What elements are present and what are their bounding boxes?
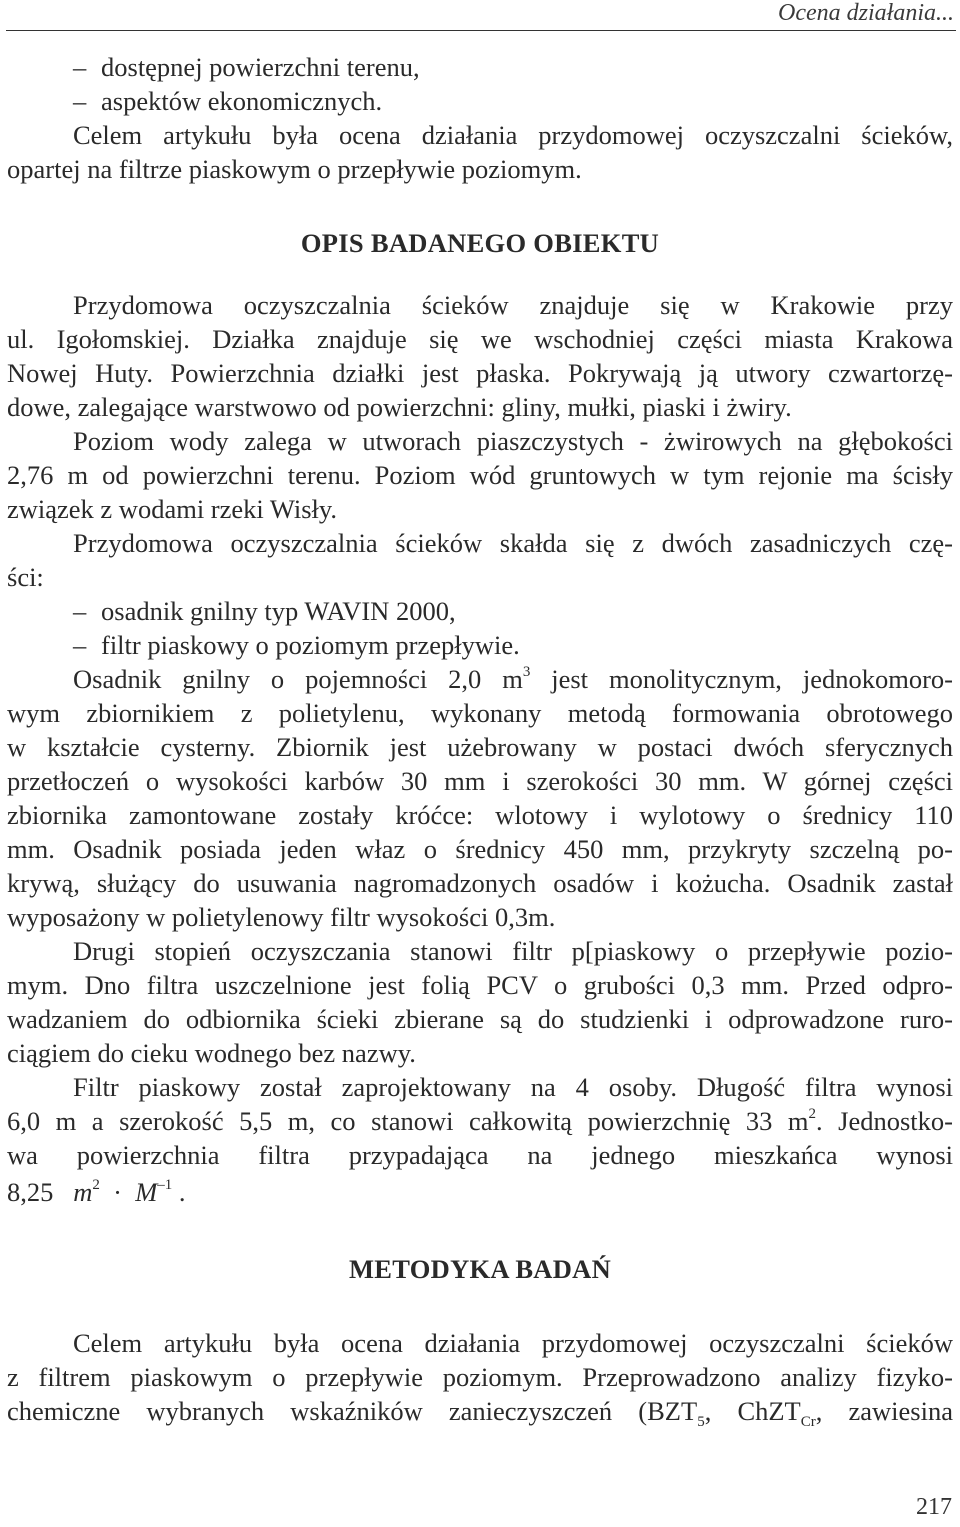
paragraph-line: przetłoczeń o wysokości karbów 30 mm i szerokości 30 mm. W górnej części (7, 766, 953, 796)
list-item: – filtr piaskowy o poziomym przepływie. (73, 630, 520, 660)
formula-line: 8,25 $m^2 \cdot M^{-1}$ . (7, 1177, 186, 1207)
paragraph-line: wyposażony w polietylenowy filtr wysokości 0,3m. (7, 902, 556, 932)
paragraph-line: dowe, zalegające warstwowo od powierzchni: gliny, mułki, piaski i żwiry. (7, 392, 792, 422)
section-heading: METODYKA BADAŃ (348, 1254, 612, 1284)
paragraph-line: krywą, służący do usuwania nagromadzonych osadów i kożucha. Osadnik zastał (7, 868, 953, 898)
paragraph-line: Nowej Huty. Powierzchnia działki jest płaska. Pokrywają ją utwory czwartorzę- (7, 358, 953, 388)
page-body (7, 50, 953, 1428)
paragraph-line: Celem artykułu była ocena działania przydomowej oczyszczalni ścieków, (73, 120, 953, 150)
page-number: 217 (916, 1494, 952, 1520)
paragraph-line: chemiczne wybranych wskaźników zanieczyszczeń ($BZT_5$, ChZT$_{Cr}$, zawiesina (7, 1396, 953, 1430)
paragraph-line: z filtrem piaskowym o przepływie poziomym. Przeprowadzono analizy fizyko- (7, 1362, 953, 1392)
list-item: – osadnik gnilny typ WAVIN 2000, (73, 596, 456, 626)
paragraph-line: związek z wodami rzeki Wisły. (7, 494, 338, 524)
paragraph-line: wa powierzchnia filtra przypadająca na jednego mieszkańca wynosi (7, 1140, 953, 1170)
paragraph-line: 2,76 m od powierzchni terenu. Poziom wód gruntowych w tym rejonie ma ścisły (7, 460, 953, 490)
paragraph-line: Przydomowa oczyszczalnia ścieków skałda się z dwóch zasadniczych czę- (73, 528, 953, 558)
paragraph-line: ści: (7, 562, 44, 592)
paragraph-line: Drugi stopień oczyszczania stanowi filtr p[piaskowy o przepływie pozio- (73, 936, 953, 966)
paragraph-line: Celem artykułu była ocena działania przydomowej oczyszczalni ścieków (73, 1328, 953, 1358)
formula-m: m (73, 1177, 93, 1207)
paragraph-line: Osadnik gnilny o pojemności 2,0 $m^3$ jest monolitycznym, jednokomoro- (73, 664, 953, 694)
paragraph-line: wadzaniem do odbiornika ścieki zbierane są do studzienki i odprowadzone ruro- (7, 1004, 953, 1034)
list-item: – aspektów ekonomicznych. (73, 86, 383, 116)
paragraph-line: 6,0 m a szerokość 5,5 m, co stanowi całkowitą powierzchnię 33 $m^2$. Jednostko- (7, 1106, 953, 1136)
formula-M: M (135, 1177, 158, 1207)
section-heading: OPIS BADANEGO OBIEKTU (300, 228, 660, 258)
paragraph-line: wym zbiornikiem z polietylenu, wykonany metodą formowania obrotowego (7, 698, 953, 728)
paragraph-line: mm. Osadnik posiada jeden właz o średnicy 450 mm, przykryty szczelną po- (7, 834, 953, 864)
paragraph-line: Poziom wody zalega w utworach piaszczystych - żwirowych na głębokości (73, 426, 953, 456)
paragraph-line: zbiornika zamontowane zostały króćce: wlotowy i wylotowy o średnicy 110 (7, 800, 953, 830)
paragraph-line: ciągiem do cieku wodnego bez nazwy. (7, 1038, 416, 1068)
header-rule (6, 30, 956, 31)
list-item: – dostępnej powierzchni terenu, (73, 52, 420, 82)
running-title: Ocena działania... (778, 0, 954, 26)
paragraph-line: mym. Dno filtra uszczelnione jest folią PCV o grubości 0,3 mm. Przed odpro- (7, 970, 953, 1000)
paragraph-line: Przydomowa oczyszczalnia ścieków znajduje się w Krakowie przy (73, 290, 953, 320)
paragraph-line: opartej na filtrze piaskowym o przepływie poziomym. (7, 154, 582, 184)
paragraph-line: w kształcie cysterny. Zbiornik jest użebrowany w postaci dwóch sferycznych (7, 732, 953, 762)
paragraph-line: ul. Igołomskiej. Działka znajduje się we wschodniej części miasta Krakowa (7, 324, 953, 354)
paragraph-line: Filtr piaskowy został zaprojektowany na 4 osoby. Długość filtra wynosi (73, 1072, 953, 1102)
